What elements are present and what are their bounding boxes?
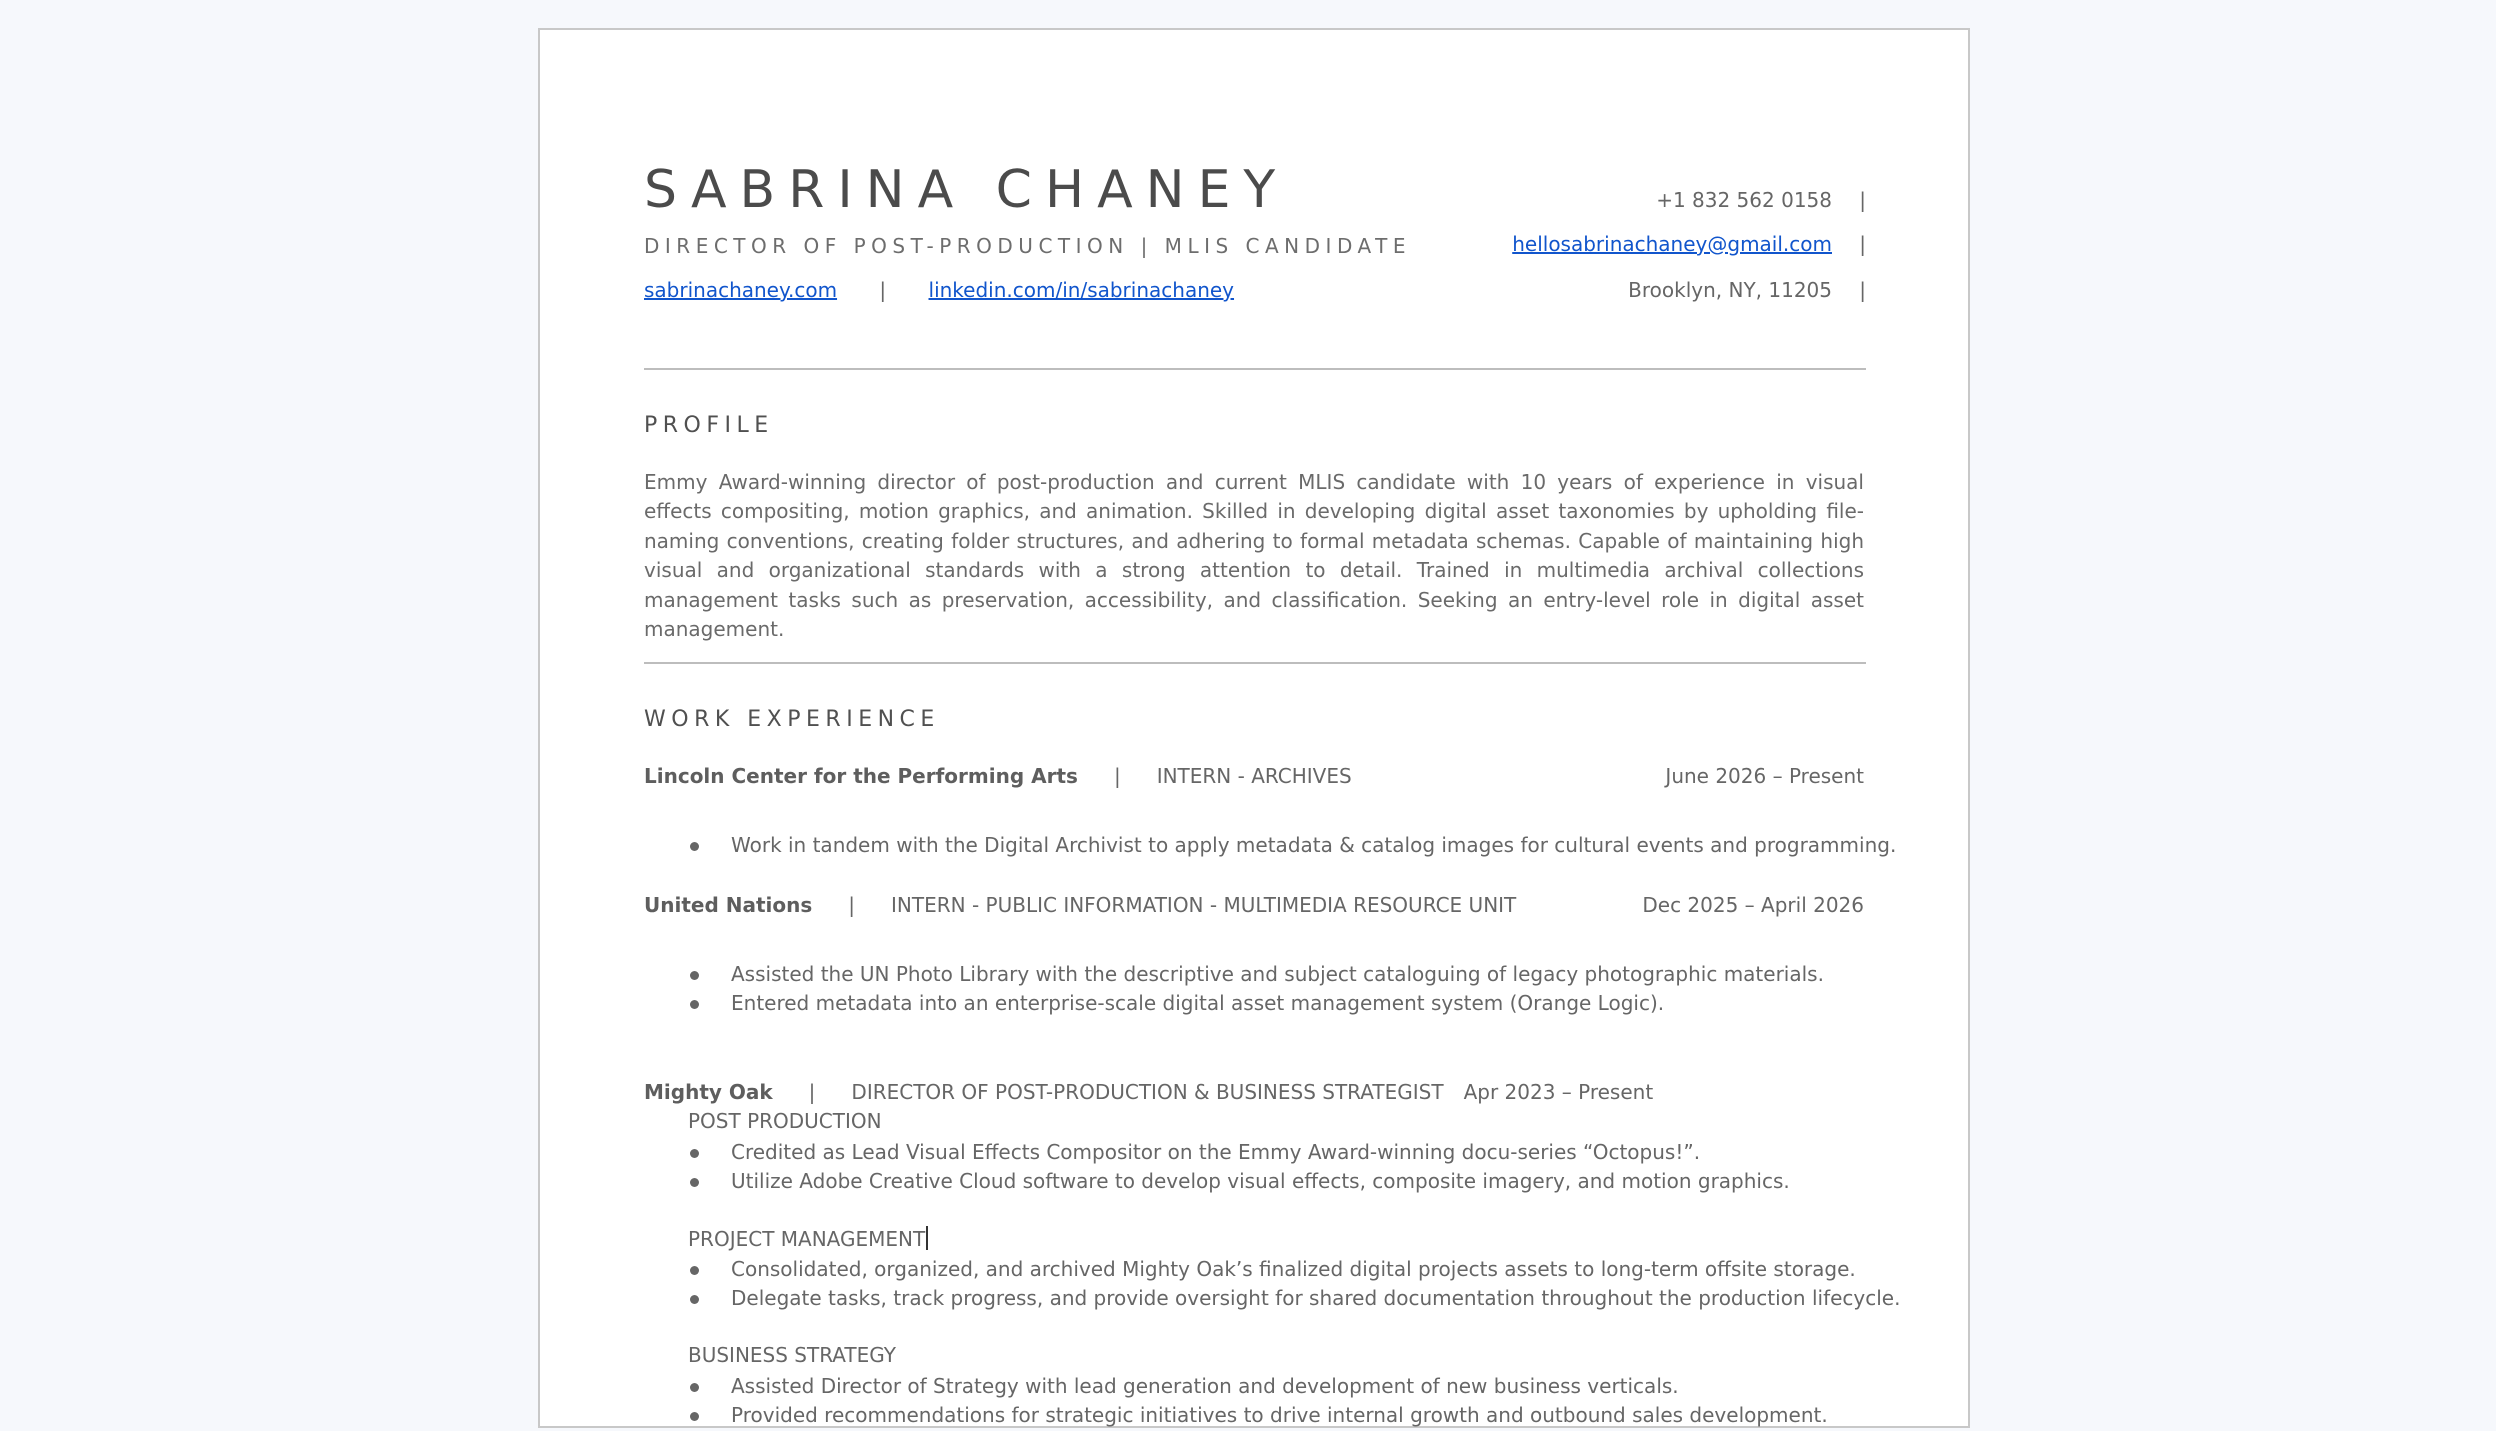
- document-page[interactable]: [538, 28, 1970, 1428]
- location: Brooklyn, NY, 11205: [1628, 278, 1832, 302]
- list-item: Work in tandem with the Digital Archivist to apply metadata & catalog images for cultural events and programming.: [688, 831, 1896, 860]
- job-bullet-list: [688, 1138, 1790, 1197]
- resume-name: SABRINA CHANEY: [644, 160, 1289, 220]
- job-header: [644, 893, 1864, 917]
- job-separator: |: [1113, 764, 1121, 788]
- phone-number: +1 832 562 0158: [1656, 188, 1832, 212]
- job-bullet-list: [688, 1372, 1828, 1431]
- subsection-heading: PROJECT MANAGEMENT: [688, 1227, 926, 1251]
- subsection-heading: BUSINESS STRATEGY: [688, 1343, 896, 1367]
- contact-separator: |: [1859, 278, 1866, 302]
- job-dates: Dec 2025 – April 2026: [1642, 893, 1864, 917]
- email-line: [1512, 232, 1866, 256]
- list-item: Assisted the UN Photo Library with the descriptive and subject cataloguing of legacy photographic materials.: [688, 960, 1824, 989]
- linkedin-link[interactable]: linkedin.com/in/sabrinachaney: [928, 278, 1235, 302]
- subsection-heading: POST PRODUCTION: [688, 1109, 882, 1133]
- profile-paragraph: Emmy Award-winning director of post-production and current MLIS candidate with 10 years of experience in visual effects compositing, motion graphics, and animation. Skilled in developing digital asset taxonomies by upholding file-naming conventions, creating folder structures, and adhering to formal metadata schemas. Capable of maintaining high visual and organizational standards with a strong attention to detail. Trained in multimedia archival collections management tasks such as preservation, accessibility, and classification. Seeking an entry-level role in digital asset management.: [644, 470, 1864, 642]
- profile-divider: [644, 662, 1866, 664]
- list-item: Consolidated, organized, and archived Mighty Oak’s finalized digital projects assets to long-term offsite storage.: [688, 1255, 1900, 1284]
- list-item: Entered metadata into an enterprise-scale digital asset management system (Orange Logic).: [688, 989, 1824, 1018]
- job-header: [644, 1080, 1864, 1104]
- work-experience-heading: WORK EXPERIENCE: [644, 707, 940, 732]
- contact-separator: |: [1859, 232, 1866, 256]
- job-header: [644, 764, 1864, 788]
- employer-name: Lincoln Center for the Performing Arts: [644, 764, 1078, 788]
- subsection-heading-line: [688, 1226, 928, 1251]
- list-item: Credited as Lead Visual Effects Compositor on the Emmy Award-winning docu-series “Octopus!”.: [688, 1138, 1790, 1167]
- header-divider: [644, 368, 1866, 370]
- employer-name: Mighty Oak: [644, 1080, 773, 1104]
- job-role: INTERN - ARCHIVES: [1156, 764, 1352, 788]
- list-item: Provided recommendations for strategic initiatives to drive internal growth and outbound sales development.: [688, 1401, 1828, 1430]
- employer-name: United Nations: [644, 893, 813, 917]
- link-separator: |: [879, 278, 887, 302]
- job-separator: |: [848, 893, 856, 917]
- website-link[interactable]: sabrinachaney.com: [644, 278, 838, 302]
- job-bullet-list: [688, 1255, 1900, 1314]
- job-role: DIRECTOR OF POST-PRODUCTION & BUSINESS STRATEGIST: [851, 1080, 1444, 1104]
- list-item: Delegate tasks, track progress, and provide oversight for shared documentation throughout the production lifecycle.: [688, 1284, 1900, 1313]
- job-separator: |: [808, 1080, 816, 1104]
- list-item: Utilize Adobe Creative Cloud software to develop visual effects, composite imagery, and motion graphics.: [688, 1167, 1790, 1196]
- job-dates: Apr 2023 – Present: [1463, 1080, 1654, 1104]
- job-bullet-list: [688, 960, 1824, 1019]
- list-item: Assisted Director of Strategy with lead generation and development of new business verticals.: [688, 1372, 1828, 1401]
- contact-separator: |: [1859, 188, 1866, 212]
- phone-line: [1656, 188, 1866, 212]
- profile-heading: PROFILE: [644, 413, 774, 438]
- web-links-row: [644, 278, 1234, 302]
- job-role: INTERN - PUBLIC INFORMATION - MULTIMEDIA RESOURCE UNIT: [891, 893, 1517, 917]
- email-link[interactable]: hellosabrinachaney@gmail.com: [1512, 232, 1832, 256]
- resume-subtitle: DIRECTOR OF POST-PRODUCTION | MLIS CANDIDATE: [644, 234, 1411, 258]
- job-bullet-list: [688, 831, 1896, 860]
- job-dates: June 2026 – Present: [1665, 764, 1864, 788]
- text-cursor: [926, 1226, 928, 1250]
- location-line: [1628, 278, 1866, 302]
